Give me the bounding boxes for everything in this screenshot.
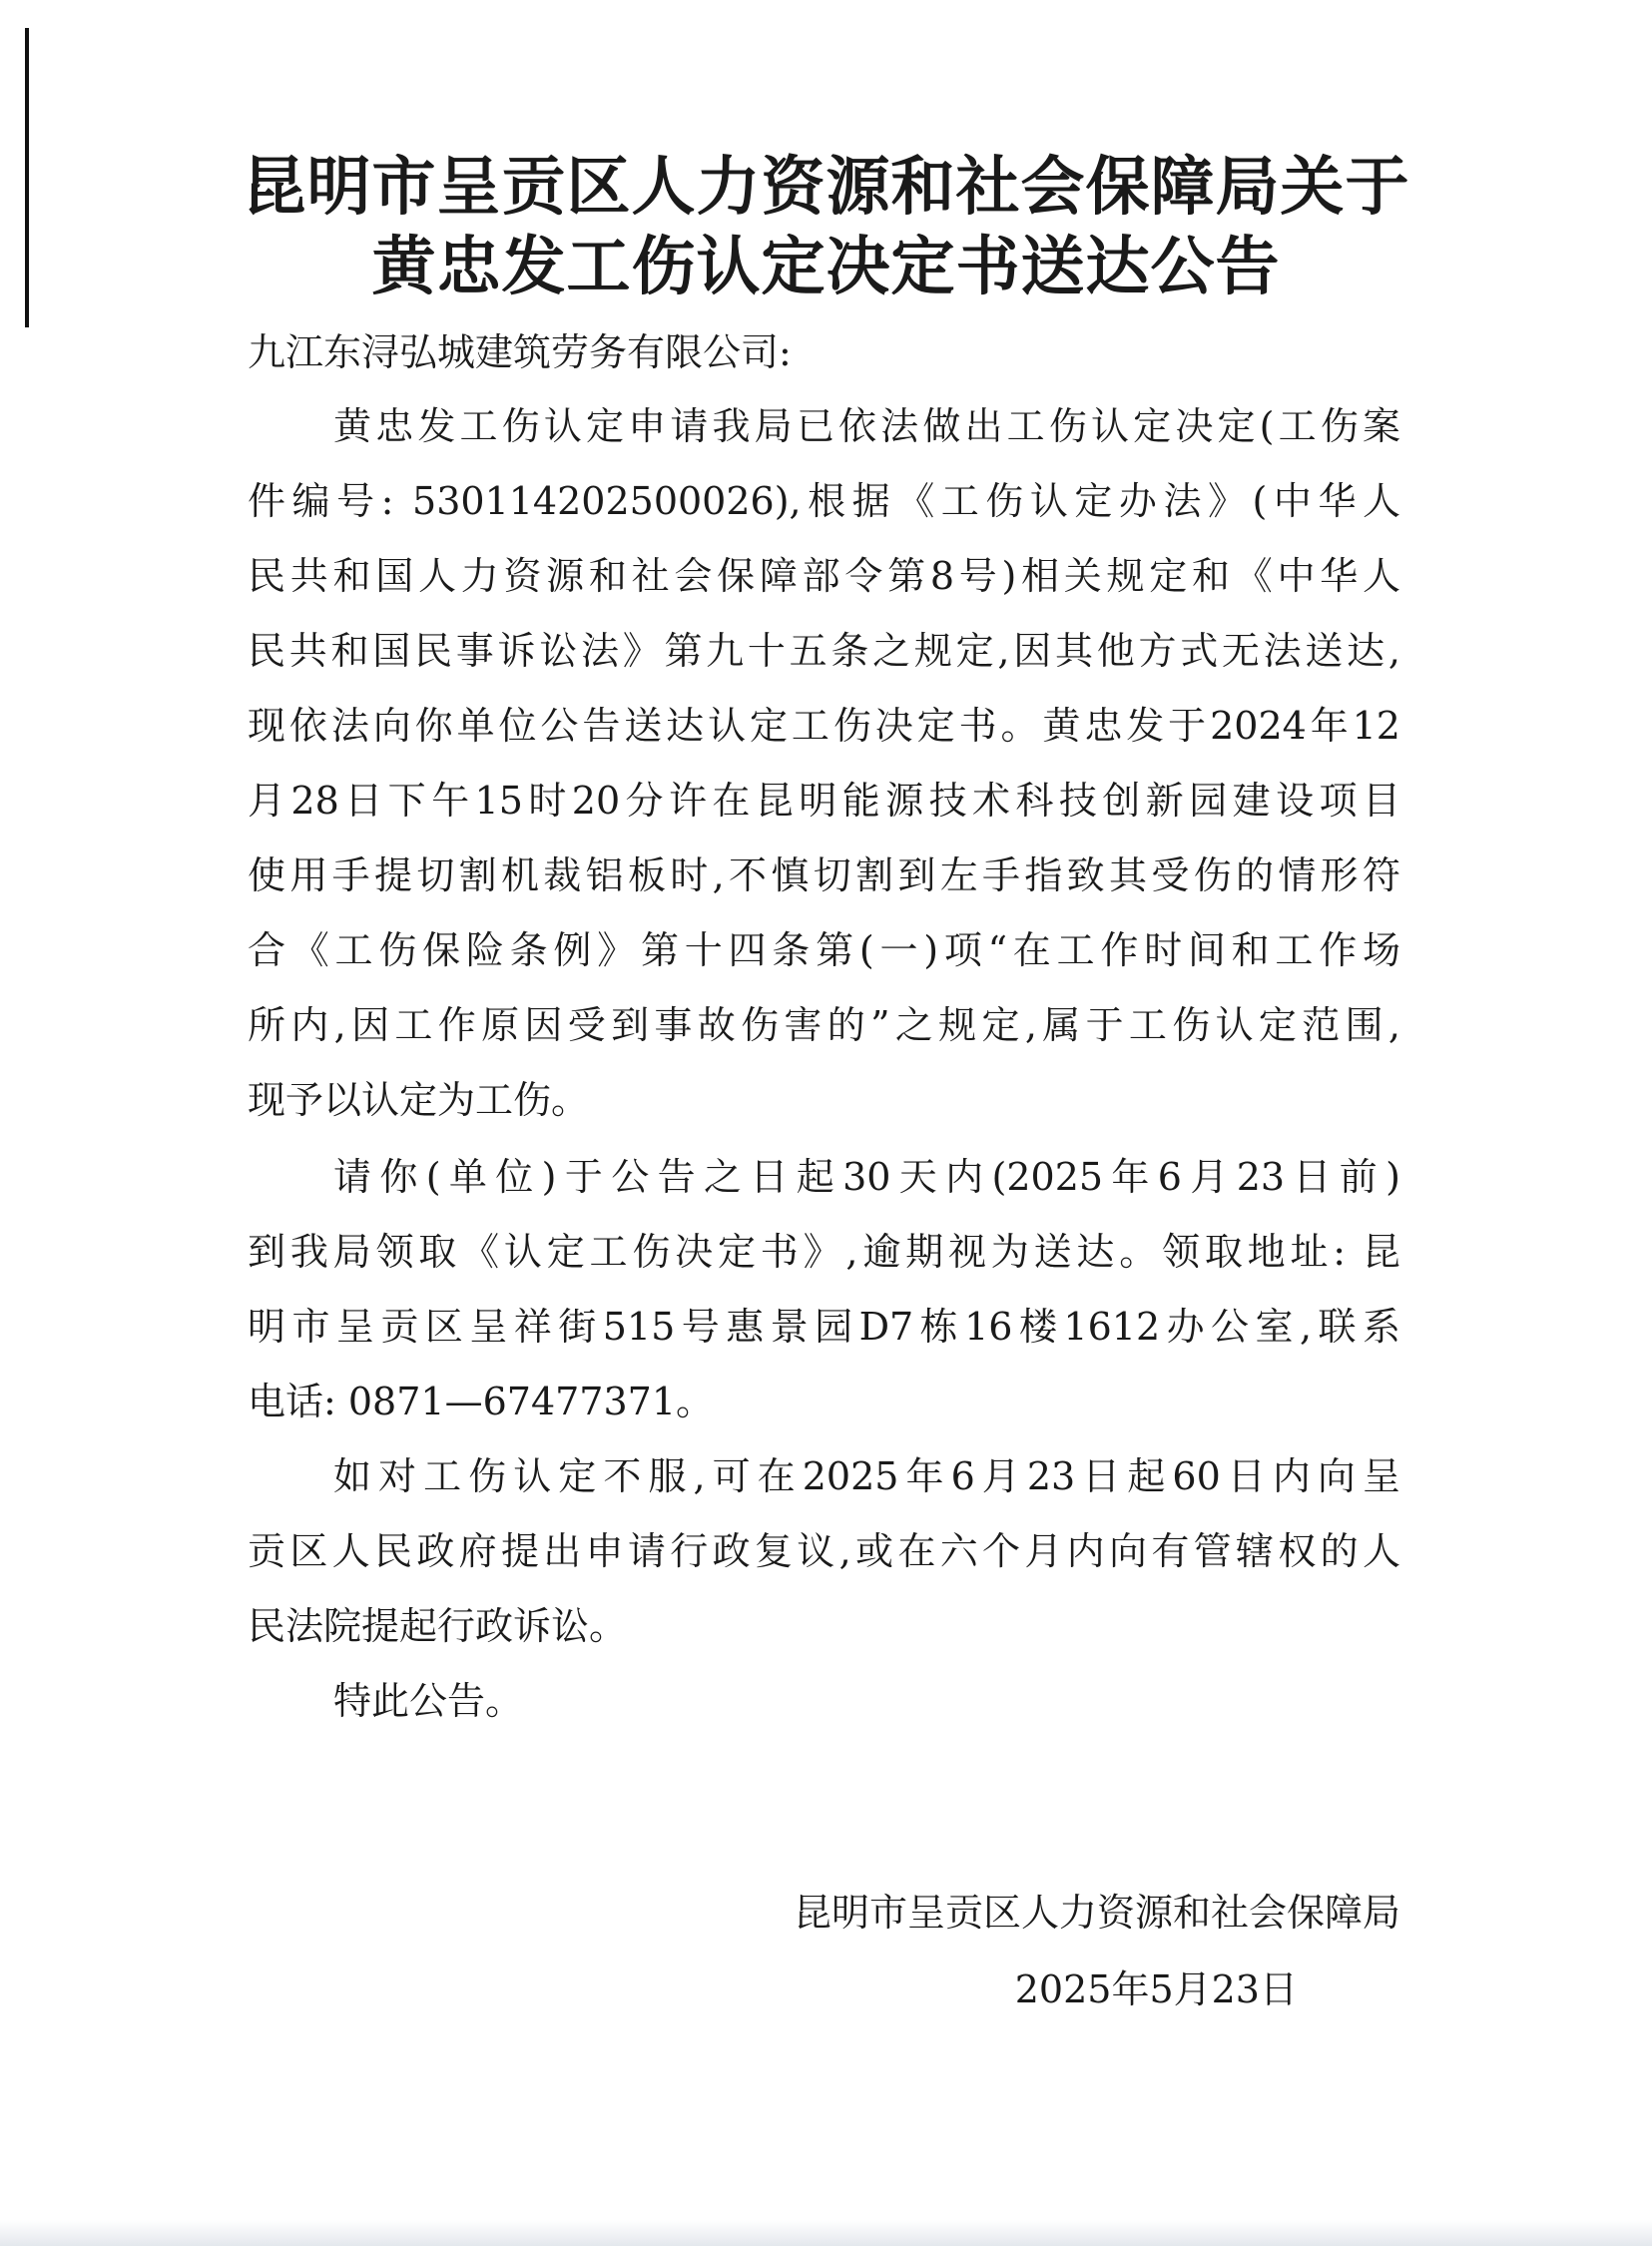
document-title-line-2: 黄忠发工伤认定决定书送达公告 <box>371 230 1281 304</box>
signature-date: 2025年5月23日 <box>1014 1967 1298 2011</box>
paragraph3-line: 民法院提起行政诉讼。 <box>248 1604 628 1648</box>
paragraph1-line: 现予以认定为工伤。 <box>248 1078 590 1122</box>
recipient-line: 九江东浔弘城建筑劳务有限公司: <box>248 330 792 374</box>
paragraph1-line: 民共和国民事诉讼法》第九十五条之规定,因其他方式无法送达, <box>248 629 1400 673</box>
paragraph2-line: 请你(单位)于公告之日起30天内(2025年6月23日前) <box>333 1155 1400 1199</box>
paragraph2-line: 到我局领取《认定工伤决定书》,逾期视为送达。领取地址: 昆 <box>248 1230 1400 1274</box>
paragraph1-line: 黄忠发工伤认定申请我局已依法做出工伤认定决定(工伤案 <box>333 404 1400 448</box>
signature-organization: 昆明市呈贡区人力资源和社会保障局 <box>793 1891 1400 1935</box>
paragraph1-line: 合《工伤保险条例》第十四条第(一)项“在工作时间和工作场 <box>248 928 1400 972</box>
scan-bottom-shade <box>0 2220 1652 2246</box>
paragraph1-line: 月28日下午15时20分许在昆明能源技术科技创新园建设项目 <box>248 779 1400 823</box>
closing-line: 特此公告。 <box>333 1679 524 1723</box>
paragraph3-line: 贡区人民政府提出申请行政复议,或在六个月内向有管辖权的人 <box>248 1529 1400 1573</box>
paragraph1-line: 现依法向你单位公告送达认定工伤决定书。黄忠发于2024年12 <box>248 704 1400 748</box>
paragraph1-line: 所内,因工作原因受到事故伤害的”之规定,属于工伤认定范围, <box>248 1003 1400 1047</box>
paragraph2-line: 明市呈贡区呈祥街515号惠景园D7栋16楼1612办公室,联系 <box>248 1305 1400 1349</box>
document-title-line-1: 昆明市呈贡区人力资源和社会保障局关于 <box>242 150 1410 225</box>
paragraph3-line: 如对工伤认定不服,可在2025年6月23日起60日内向呈 <box>333 1454 1400 1498</box>
scan-edge-mark <box>25 28 29 327</box>
paragraph1-line: 件编号: 530114202500026),根据《工伤认定办法》(中华人 <box>248 479 1400 523</box>
paragraph2-line: 电话: 0871—67477371。 <box>248 1380 715 1423</box>
paragraph1-line: 民共和国人力资源和社会保障部令第8号)相关规定和《中华人 <box>248 554 1400 598</box>
paragraph1-line: 使用手提切割机裁铝板时,不慎切割到左手指致其受伤的情形符 <box>248 853 1400 897</box>
